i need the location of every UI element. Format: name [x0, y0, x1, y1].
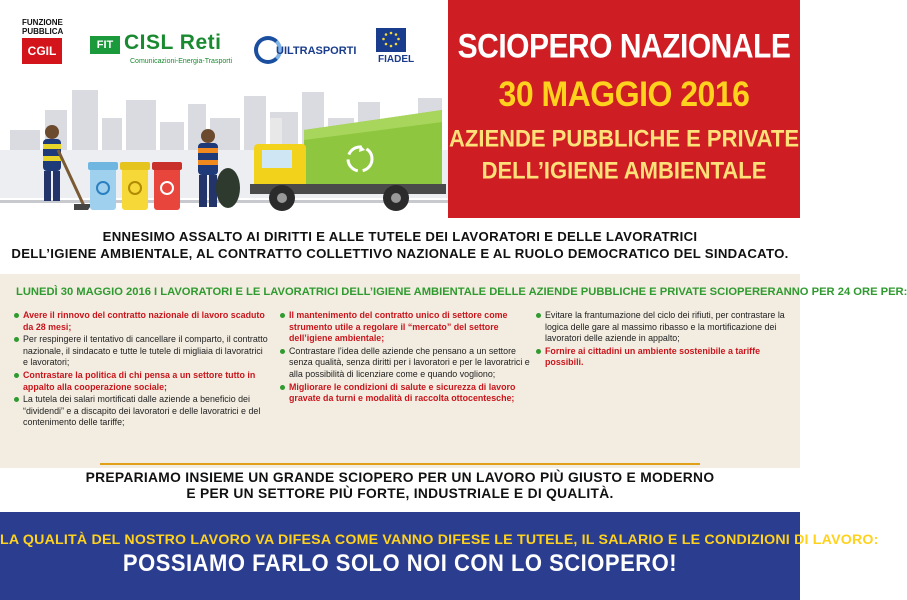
- illustration-panel: [0, 0, 448, 218]
- list-item: Contrastare la politica di chi pensa a un settore tutto in appalto alla cooperazione sociale;: [14, 370, 270, 393]
- fiadel-logo: [372, 28, 432, 72]
- street-sweeper-illustration: [22, 120, 92, 210]
- waste-collector-illustration: [186, 124, 246, 214]
- cgil-logo-line2: PUBBLICA: [22, 27, 64, 36]
- list-item: La tutela dei salari mortificati dalle aziende a beneficio dei “dividendi” e a discapito dei lavoratori e delle lavoratrici e del contenimento delle tariffe;: [14, 394, 270, 429]
- list-item: Contrastare l’idea delle aziende che pensano a un settore senza qualità, senza diritti per i lavoratori e per le lavoratrici e alla possibilità di licenziare come e quando vogliono;: [280, 346, 530, 381]
- bullet-icon: [14, 373, 19, 378]
- cgil-logo-box: CGIL: [22, 38, 62, 64]
- fiadel-name: FIADEL: [378, 54, 415, 65]
- strike-call-line2: E PER UN SETTORE PIÙ FORTE, INDUSTRIALE E DI QUALITÀ.: [186, 486, 614, 501]
- strike-date: 30 MAGGIO 2016: [498, 74, 750, 114]
- bullet-icon: [14, 397, 19, 402]
- reasons-intro: LUNEDÌ 30 MAGGIO 2016 I LAVORATORI E LE LAVORATRICI DELL’IGIENE AMBIENTALE DELLE AZIENDE PUBBLICHE E PRIVATE SCIOPERERANNO PER 24 ORE PER:: [16, 286, 907, 298]
- headline: [0, 218, 800, 274]
- headline-line1: ENNESIMO ASSALTO AI DIRITTI E ALLE TUTELE DEI LAVORATORI E DELLE LAVORATRICI: [102, 229, 698, 244]
- recycling-bins-illustration: [88, 158, 188, 214]
- cgil-logo-line1: FUNZIONE: [22, 18, 63, 27]
- reasons-column-3: [536, 310, 788, 370]
- strike-call: [0, 468, 800, 512]
- bullet-icon: [280, 313, 285, 318]
- cisl-subtitle: Comunicazioni-Energia-Trasporti: [130, 58, 233, 65]
- divider: [100, 463, 700, 465]
- strike-subtitle-line1: AZIENDE PUBBLICHE E PRIVATE: [449, 124, 799, 153]
- bullet-icon: [536, 313, 541, 318]
- bullet-icon: [14, 337, 19, 342]
- closing-banner: [0, 512, 879, 600]
- bullet-icon: [14, 313, 19, 318]
- uil-name: UILTRASPORTI: [276, 45, 357, 57]
- list-item: Evitare la frantumazione del ciclo dei rifiuti, per contrastare la logica delle gare al massimo ribasso e la mortificazione dei lavoratori delle aziende in appalto;: [536, 310, 788, 345]
- list-item: Fornire ai cittadini un ambiente sostenibile a tariffe possibili.: [536, 346, 788, 369]
- bullet-icon: [536, 349, 541, 354]
- banner-line1: LA QUALITÀ DEL NOSTRO LAVORO VA DIFESA COME VANNO DIFESE LE TUTELE, IL SALARIO E LE CONDIZIONI DI LAVORO:: [0, 532, 879, 548]
- headline-line2: DELL’IGIENE AMBIENTALE, AL CONTRATTO COLLETTIVO NAZIONALE E AL RUOLO DEMOCRATICO DEL SINDACATO.: [11, 246, 789, 261]
- reasons-column-1: [14, 310, 270, 430]
- banner-line2: POSSIAMO FARLO SOLO NOI CON LO SCIOPERO!: [122, 548, 678, 577]
- list-item: Il mantenimento del contratto unico di settore come strumento utile a regolare il “mercato” del settore dell’igiene ambientale;: [280, 310, 530, 345]
- uiltrasporti-logo: [254, 36, 364, 72]
- list-item: Avere il rinnovo del contratto nazionale di lavoro scaduto da 28 mesi;: [14, 310, 270, 333]
- cisl-name: CISL Reti: [124, 31, 222, 54]
- strike-header-panel: [448, 0, 800, 218]
- cisl-reti-logo: [90, 28, 240, 68]
- fit-badge: FIT: [90, 36, 120, 54]
- strike-title: SCIOPERO NAZIONALE: [457, 27, 791, 66]
- reasons-section: [0, 274, 907, 468]
- list-item: Per respingere il tentativo di cancellare il comparto, il contratto nazionale, il sindacato e tutte le tutele di migliaia di lavoratrici e lavoratori;: [14, 334, 270, 369]
- reasons-column-2: [280, 310, 530, 406]
- bullet-icon: [280, 349, 285, 354]
- cgil-logo: [22, 18, 70, 68]
- list-item: Migliorare le condizioni di salute e sicurezza di lavoro gravate da turni e modalità di raccolta ottocentesche;: [280, 382, 530, 405]
- bullet-icon: [280, 385, 285, 390]
- eu-stars-icon: [376, 28, 406, 52]
- strike-subtitle-line2: DELL’IGIENE AMBIENTALE: [481, 156, 767, 185]
- recycle-icon: [345, 144, 375, 174]
- strike-call-line1: PREPARIAMO INSIEME UN GRANDE SCIOPERO PER UN LAVORO PIÙ GIUSTO E MODERNO: [85, 470, 715, 485]
